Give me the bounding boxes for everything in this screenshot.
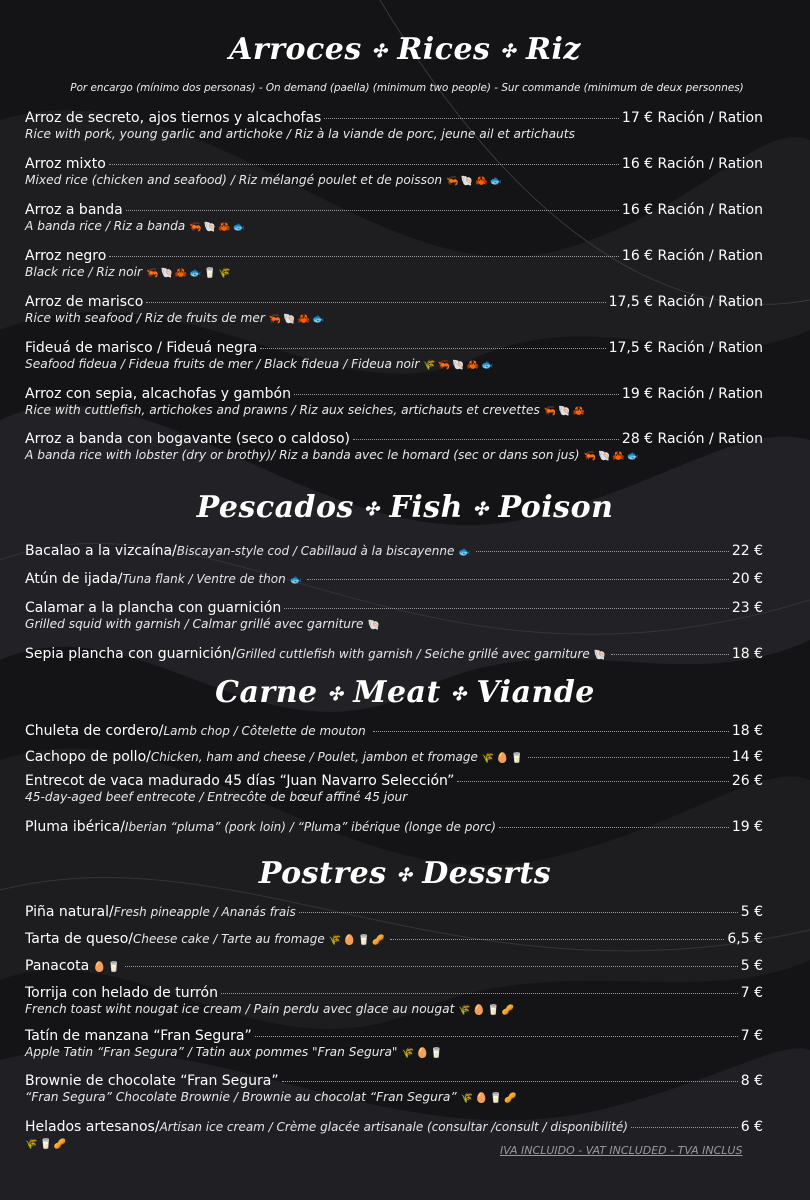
name-separator: / (128, 931, 133, 947)
item-name: Piña natural (25, 904, 109, 920)
menu-item (25, 110, 763, 141)
item-description: Tuna flank / Ventre de thon (122, 572, 286, 586)
menu-item (25, 749, 763, 765)
menu-item (25, 600, 763, 631)
lobster-icon: ✣ (363, 498, 380, 520)
item-name: Calamar a la plancha con guarnición (25, 600, 282, 616)
item-name: Torrija con helado de turrón (25, 985, 218, 1001)
lobster-icon: ✣ (472, 498, 489, 520)
allergen-icons: 🌾🥚🥛🥜 (458, 1005, 517, 1016)
dot-leader (125, 966, 738, 967)
dot-leader (109, 256, 619, 257)
dot-leader (353, 439, 619, 440)
allergen-icons: 🐚 (367, 620, 382, 631)
item-description: Grilled squid with garnish / Calmar grillé avec garniture (25, 617, 364, 631)
item-price: 17 € Ración / Ration (621, 110, 763, 126)
item-price: 8 € (740, 1073, 763, 1089)
dot-leader (221, 993, 738, 994)
title-en: Rices (397, 32, 491, 67)
name-separator: / (158, 723, 164, 739)
item-price: 22 € (731, 543, 763, 559)
item-name: Arroz de secreto, ajos tiernos y alcachofas (25, 110, 322, 126)
item-price: 5 € (740, 958, 763, 974)
item-name: Cachopo de pollo (25, 749, 147, 765)
item-price: 17,5 € Ración / Ration (608, 340, 763, 356)
item-description: Black rice / Riz noir (25, 265, 143, 279)
item-price: 5 € (740, 904, 763, 920)
dot-leader (476, 551, 729, 552)
menu-item (25, 340, 763, 371)
title-en: Fish (389, 490, 463, 525)
item-price: 26 € (731, 773, 763, 789)
item-price: 16 € Ración / Ration (621, 202, 763, 218)
item-price: 20 € (731, 571, 763, 587)
item-name: Sepia plancha con guarnición (25, 646, 232, 662)
item-name: Brownie de chocolate “Fran Segura” (25, 1073, 279, 1089)
menu-item (25, 156, 763, 187)
name-separator: / (117, 571, 123, 587)
item-description: Seafood fideua / Fideua fruits de mer / Black fideua / Fideua noir (25, 357, 420, 371)
dot-leader (282, 1081, 738, 1082)
allergen-icons: 🥚🥛 (93, 962, 123, 973)
allergen-icons: 🌾🥚🥛🥜 (328, 935, 387, 946)
title-fr: Poison (498, 490, 614, 525)
dot-leader (146, 302, 605, 303)
item-price: 16 € Ración / Ration (621, 248, 763, 264)
lobster-icon: ✣ (500, 40, 517, 62)
item-description: Fresh pineapple / Ananás frais (113, 905, 296, 919)
menu-item (25, 958, 763, 974)
title-en: Dessrts (422, 856, 552, 891)
menu-item (25, 931, 763, 947)
dot-leader (499, 827, 729, 828)
menu-item (25, 723, 763, 739)
allergen-icons: 🦐🐚🦀🐟 (583, 451, 642, 462)
item-name: Arroz a banda (25, 202, 123, 218)
menu-item (25, 1073, 763, 1104)
name-separator: / (231, 646, 237, 662)
item-price: 23 € (731, 600, 763, 616)
dot-leader (631, 1127, 738, 1128)
item-description: Mixed rice (chicken and seafood) / Riz mélangé poulet et de poisson (25, 173, 443, 187)
allergen-icons: 🐚 (593, 650, 609, 661)
dot-leader (260, 348, 605, 349)
item-price: 7 € (740, 985, 763, 1001)
menu-item (25, 904, 763, 920)
allergen-icons: 🦐🐚🦀🐟🥛🌾 (146, 268, 233, 279)
section-title-desserts (0, 856, 810, 891)
dot-leader (528, 757, 729, 758)
item-description: Rice with cuttlefish, artichokes and prawns / Riz aux seiches, artichauts et crevettes (25, 403, 540, 417)
allergen-icons: 🌾🦐🐚🦀🐟 (423, 360, 496, 371)
title-fr: Riz (526, 32, 581, 67)
menu-item (25, 1028, 763, 1059)
allergen-icons: 🦐🐚🦀🐟 (446, 176, 504, 187)
title-es: Postres (258, 856, 387, 891)
item-price: 19 € (731, 819, 763, 835)
dot-leader (294, 394, 619, 395)
item-description: Apple Tatin “Fran Segura” / Tatin aux pommes "Fran Segura" (25, 1045, 398, 1059)
item-description: 45-day-aged beef entrecote / Entrecôte de bœuf affiné 45 jour (25, 790, 408, 804)
item-name: Tatín de manzana “Fran Segura” (25, 1028, 252, 1044)
item-name: Atún de ijada (25, 571, 118, 587)
item-name: Arroz de marisco (25, 294, 144, 310)
allergen-icons: 🐟 (458, 547, 473, 558)
item-price: 18 € (731, 723, 763, 739)
title-es: Arroces (229, 32, 362, 67)
item-description: French toast wiht nougat ice cream / Pain perdu avec glace au nougat (25, 1002, 455, 1016)
allergen-icons: 🌾🥚🥛 (481, 753, 526, 764)
menu-item (25, 294, 763, 325)
lobster-icon: ✣ (327, 683, 344, 705)
item-price: 17,5 € Ración / Ration (608, 294, 763, 310)
item-name: Helados artesanos (25, 1119, 155, 1135)
tax-notice: IVA INCLUIDO - VAT INCLUDED - TVA INCLUS (500, 1144, 743, 1157)
item-description: Iberian “pluma” (pork loin) / “Pluma” ibérique (longe de porc) (124, 820, 496, 834)
dot-leader (373, 731, 729, 732)
item-name: Arroz negro (25, 248, 107, 264)
rice-order-note: Por encargo (mínimo dos personas) - On demand (paella) (minimum two people) - Sur commande (minimum de deux personnes) (70, 82, 744, 94)
item-name: Tarta de queso (25, 931, 129, 947)
menu-item (25, 819, 763, 835)
menu-item (25, 248, 763, 279)
item-name: Chuleta de cordero (25, 723, 159, 739)
dot-leader (126, 210, 619, 211)
dot-leader (284, 608, 729, 609)
menu-item (25, 646, 763, 662)
allergen-icons: 🌾🥚🥛🥜 (460, 1093, 519, 1104)
dot-leader (299, 912, 738, 913)
item-description: Rice with seafood / Riz de fruits de mer (25, 311, 265, 325)
item-name: Arroz mixto (25, 156, 106, 172)
item-description: Artisan ice cream / Crème glacée artisanale (consultar /consult / disponibilité) (159, 1120, 628, 1134)
item-name: Entrecot de vaca madurado 45 días “Juan Navarro Selección” (25, 773, 455, 789)
item-description: Rice with pork, young garlic and artichoke / Riz à la viande de porc, jeune ail et artichauts (25, 127, 575, 141)
menu-item (25, 386, 763, 417)
item-price: 6 € (740, 1119, 763, 1135)
item-price: 18 € (731, 646, 763, 662)
item-description: Grilled cuttlefish with garnish / Seiche grillé avec garniture (236, 647, 590, 661)
item-name: Arroz a banda con bogavante (seco o caldoso) (25, 431, 351, 447)
dot-leader (307, 579, 729, 580)
title-fr: Viande (476, 675, 595, 710)
menu-item (25, 431, 763, 462)
item-name: Arroz con sepia, alcachofas y gambón (25, 386, 291, 402)
dot-leader (255, 1036, 738, 1037)
item-price: 14 € (731, 749, 763, 765)
name-separator: / (120, 819, 125, 835)
dot-leader (457, 781, 728, 782)
name-separator: / (108, 904, 114, 920)
item-price: 6,5 € (727, 931, 763, 947)
title-en: Meat (353, 675, 441, 710)
allergen-icons: 🦐🐚🦀🐟 (268, 314, 327, 325)
item-name: Fideuá de marisco / Fideuá negra (25, 340, 258, 356)
item-description: Chicken, ham and cheese / Poulet, jambon et fromage (150, 750, 478, 764)
dot-leader (611, 654, 729, 655)
item-description: Biscayan-style cod / Cabillaud à la biscayenne (176, 544, 455, 558)
section-title-fish (0, 490, 810, 525)
allergen-icons: 🐟 (289, 575, 305, 586)
lobster-icon: ✣ (450, 683, 467, 705)
dot-leader (324, 118, 619, 119)
lobster-icon: ✣ (396, 864, 413, 886)
item-price: 19 € Ración / Ration (621, 386, 763, 402)
item-description: A banda rice with lobster (dry or brothy)/ Riz a banda avec le homard (sec or dans son jus) (25, 448, 580, 462)
name-separator: / (146, 749, 151, 765)
dot-leader (109, 164, 619, 165)
name-separator: / (154, 1119, 160, 1135)
name-separator: / (172, 543, 177, 559)
allergen-icons: 🦐🐚🦀🐟 (189, 222, 248, 233)
item-description: “Fran Segura” Chocolate Brownie / Brownie au chocolat “Fran Segura” (25, 1090, 457, 1104)
item-price: 7 € (740, 1028, 763, 1044)
item-price: 28 € Ración / Ration (621, 431, 763, 447)
dot-leader (390, 939, 725, 940)
item-price: 16 € Ración / Ration (621, 156, 763, 172)
allergen-icons: 🦐🐚🦀 (543, 406, 588, 417)
section-title-meat (0, 675, 810, 710)
title-es: Carne (215, 675, 318, 710)
title-es: Pescados (196, 490, 354, 525)
menu-item (25, 543, 763, 559)
allergen-icons: 🌾🥛🥜 (25, 1139, 69, 1150)
item-description: A banda rice / Riz a banda (25, 219, 186, 233)
item-name: Panacota (25, 958, 90, 974)
section-title-rice (0, 32, 810, 67)
menu-item (25, 202, 763, 233)
menu-item (25, 571, 763, 587)
item-description: Cheese cake / Tarte au fromage (133, 932, 325, 946)
lobster-icon: ✣ (371, 40, 388, 62)
item-description: Lamb chop / Côtelette de mouton (163, 724, 366, 738)
item-name: Pluma ibérica (25, 819, 121, 835)
menu-item (25, 773, 763, 804)
item-name: Bacalao a la vizcaína (25, 543, 173, 559)
allergen-icons: 🌾🥚🥛 (401, 1048, 445, 1059)
menu-item (25, 985, 763, 1016)
